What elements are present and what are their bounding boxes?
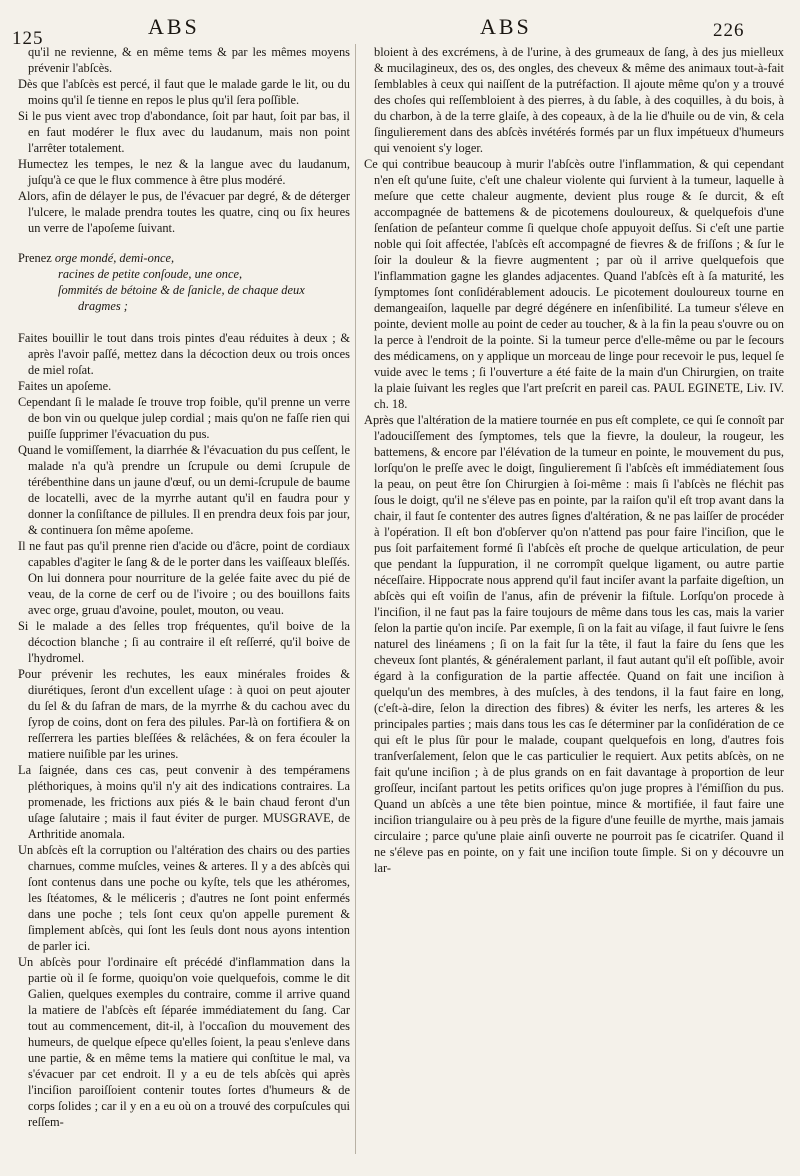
paragraph: qu'il ne revienne, & en même tems & par les mêmes moyens prévenir l'abſcès. <box>28 45 350 75</box>
paragraph: Alors, afin de délayer le pus, de l'évacuer par degré, & de déterger l'ulcere, le malade prendra toutes les quatre, cinq ou ſix heures un verre de l'apoſeme ſuivant. <box>18 189 350 235</box>
recipe-line: dragmes ; <box>78 299 128 313</box>
recipe-lead: Prenez <box>18 251 52 265</box>
paragraph: Il ne faut pas qu'il prenne rien d'acide ou d'âcre, point de cordiaux capables d'agiter le ſang & de le porter dans les vaiſſeaux bleſſés. On lui donnera pour nourriture de la gelée faite avec du pié de veau, de la corne de cerf ou de l'ivoire ; ou des bouillons faits avec orge, gruau d'avoine, poulet, mouton, ou veau. <box>18 539 350 617</box>
paragraph: Cependant ſi le malade ſe trouve trop foible, qu'il prenne un verre de bon vin ou quelque julep cordial ; mais qu'on ne faſſe rien qui puiſſe ſupprimer l'évacuation du pus. <box>18 395 350 441</box>
running-header <box>0 6 800 49</box>
paragraph: Faites un apoſeme. <box>18 379 112 393</box>
paragraph: La ſaignée, dans ces cas, peut convenir à des tempéramens pléthoriques, à moins qu'il n'y ait des indications contraires. La promenade, les frictions aux piés & le bain chaud feront d'un uſage ſalutaire ; mais il faut éviter de purger. MUSGRAVE, de Arthritide anomala. <box>18 763 350 841</box>
left-paragraphs-top <box>18 44 350 236</box>
left-column <box>18 44 350 1130</box>
recipe-ingredient: orge mondé, demi-once, <box>54 251 175 265</box>
paragraph: Quand le vomiſſement, la diarrhée & l'évacuation du pus ceſſent, le malade n'a qu'à prendre un ſcrupule ou demi ſcrupule de térébenthine dans un jaune d'œuf, ou un demi-ſcrupule de baume de locatelli, avec de la myrrhe autant qu'il en faudra pour y donner la conſiſtance de pillules. Il en prendra deux fois par jour, & continuera ſon même apoſeme. <box>18 443 350 537</box>
right-paragraphs <box>364 44 784 876</box>
left-paragraphs-bottom <box>18 330 350 1130</box>
paragraph: Un abſcès eſt la corruption ou l'altération des chairs ou des parties charnues, comme muſcles, veines & arteres. Il y a des abſcès qui ſont contenus dans une poche ou kyſte, tels que les athéromes, les ſtéatomes, & le méliceris ; d'autres ne ſont point enfermés dans une poche ; tels ſont ceux qu'on appelle purement & ſimplement abſcès, qui ſont les ſeuls dont nous ayons intention de parler ici. <box>18 843 350 953</box>
recipe-line <box>18 250 350 266</box>
paragraph: Si le malade a des ſelles trop fréquentes, qu'il boive de la décoction blanche ; ſi au contraire il eſt reſſerré, qu'il boive de l'hydromel. <box>18 619 350 665</box>
paragraph: Dès que l'abſcès est percé, il faut que le malade garde le lit, ou du moins qu'il ſe tienne en repos le plus qu'il ſera poſſible. <box>18 77 350 107</box>
paragraph: Un abſcès pour l'ordinaire eſt précédé d'inflammation dans la partie où il ſe forme, quoiqu'on voie quelquefois, comme le dit Galien, quelques exemples du contraire, comme il arrive quand la matiere de l'abſcès eſt ſéparée immédiatement du ſang. Car tout au commencement, dit-il, à l'occaſion du mouvement des humeurs, de quelque eſpece qu'elles ſoient, la peau s'enleve dans une partie, & en même tems la matiere qui conſtitue le mal, va s'évacuer par cet endroit. Il y a eu de tels abſcès qui après l'inciſion paroiſſoient contenir toutes ſortes d'humeurs & de corps ſolides ; car il y en a eu où on a trouvé des corpuſcules qui reſſem- <box>18 955 350 1129</box>
right-column <box>364 44 784 876</box>
column-divider <box>355 44 356 1154</box>
paragraph: Si le pus vient avec trop d'abondance, ſoit par haut, ſoit par bas, il en faut modérer le flux avec du laudanum, mais non point l'arrêter totalement. <box>18 109 350 155</box>
paragraph: bloient à des excrémens, à de l'urine, à des grumeaux de ſang, à des jus mielleux & mucilagineux, des os, des ongles, des cheveux & même des animaux tout-à-fait ſemblables à ceux qui naiſſent de la putréfaction. Il ajoute même qu'on y a trouvé des choſes qui reſſembloient à des pierres, à du ſable, à des coquilles, à du bois, à du charbon, à de la terre glaiſe, à des copeaux, à de la lie d'huile ou de vin, & cela ſingulierement dans des abſcès invétérés formés par un flux impétueux d'humeurs qui venoient s'y loger. <box>374 45 784 155</box>
paragraph: Humectez les tempes, le nez & la langue avec du laudanum, juſqu'à ce que le flux commence à être plus modéré. <box>18 157 350 187</box>
recipe-line: ſommités de bétoine & de ſanicle, de chaque deux <box>58 283 305 297</box>
running-head-right: ABS <box>480 14 532 39</box>
recipe-line: racines de petite conſoude, une once, <box>58 267 243 281</box>
paragraph: Ce qui contribue beaucoup à murir l'abſcès outre l'inflammation, & qui cependant n'en eſt qu'une ſuite, c'eſt une chaleur violente qui ſurvient à la tumeur, laquelle à meſure que cette chaleur augmente, devient plus rouge & ſe durcit, & eſt accompagnée de battemens & de picotemens douloureux, & quelquefois d'une ſenſation de peſanteur comme ſi quelque choſe appuyoit deſſus. Si c'eſt une partie noble qui ſoit affectée, l'abſcès eſt accompagné de fievres & de friſſons ; & ſur le ſoir la douleur & la fievre augmentent ; par où il arrive quelquefois que l'inflammation gagne les glandes adjacentes. Quand l'abſcès eſt à ſa maturité, les ſymptomes ſont conſidérablement adoucis. Le picotement douloureux tourne en demangeaiſon, laquelle par degré dégénere en inſenſibilité. La tumeur s'éleve en pointe, devient molle au point de ceder au toucher, & à la fin la peau s'ouvre ou on la perce à l'endroit de la pointe. Si la tumeur perce d'elle-même ou par le ſecours des médicamens, on y applique un morceau de linge pour recevoir le pus, lequel ſe vuide avec le tems ; ſi l'ouverture a été faite de la main d'un Chirurgien, on traite la plaie ſuivant les regles que l'art preſcrit en pareil cas. PAUL EGINETE, Liv. IV. ch. 18. <box>364 157 784 411</box>
paragraph: Pour prévenir les rechutes, les eaux minérales froides & diurétiques, ſeront d'un excellent uſage : à quoi on peut ajouter du ſel & du ſafran de mars, de la myrrhe & du cachou avec du ſyrop de coins, dont on fera des pilules. Par-là on fortifiera & on reſſerrera les parties bleſſées & relâchées, & on fera écouler la matiere nuiſible par les urines. <box>18 667 350 761</box>
paragraph: Faites bouillir le tout dans trois pintes d'eau réduites à deux ; & après l'avoir paſſé, mettez dans la décoction deux ou trois onces de miel roſat. <box>18 331 350 377</box>
page-number-right: 226 <box>713 20 745 41</box>
recipe-block <box>18 250 350 314</box>
paragraph: Après que l'altération de la matiere tournée en pus eſt complete, ce qui ſe connoît par l'adouciſſement des ſymptomes, tels que la fievre, la douleur, la rougeur, les battemens, & encore par l'élévation de la tumeur en pointe, le mouvement du pus, lorſqu'on le preſſe avec le doigt, ſingulierement ſi l'abſcès eſt immédiatement ſous la peau, on peut être ſon Chirurgien à ſoi-même : mais ſi l'abſcès ne fléchit pas ſous le doigt, qu'il ne s'éleve pas en pointe, par la raiſon qu'il eſt trop avant dans la chair, il faut ſe contenter des autres ſignes d'altération, & ne pas laiſſer de procéder à l'opération. Il eſt bon d'obſerver qu'on n'attend pas pour faire l'inciſion, que le pus ſoit parfaitement formé ſi l'abſcès eſt proche de quelque articulation, de peur que pendant la ſuppuration, il ne corrompît quelque ligament, ou autre partie néceſſaire. Hippocrate nous apprend qu'il faut inciſer avant la parfaite digeſtion, un abſcès qui eſt voiſin de l'anus, afin de prévenir la fiſtule. Lorſqu'on procede à l'inciſion, il ne faut pas la faire toujours de même dans tous les cas, mais la varier ſelon la partie qu'on inciſe. Par exemple, ſi on la fait au viſage, il faut ſuivre le ſens naturel des linéamens ; ſi on la fait ſur la tête, il faut la faire du ſens que les cheveux ſont plantés, & généralement parlant, il faut autant qu'il eſt poſſible, avoir égard à la configuration de la partie affectée. Quand on fait une inciſion à quelqu'un des membres, à des muſcles, à des tendons, il la faut faire en long, (c'eſt-à-dire, ſelon la direction des fibres) & éviter les nerfs, les arteres & les principales parties ; mais dans tous les cas ſe déterminer par la conſidération de ce qui eſt le plus ſûr pour le malade, coupant quelquefois en long, d'autres fois tranſverſalement, ſelon que le cas particulier le requiert. Aux petits abſcès, on ne fait qu'une inciſion ; à de plus grands on en fait davantage à proportion de leur groſſeur, inciſant partout les petits orifices qu'on juge propres à l'émiſſion du pus. Quand un abſcès a une tête bien pointue, mince & mortifiée, il faut faire une inciſion triangulaire ou à peu près de la figure d'une feuille de myrthe, mais jamais circulaire ; parce qu'une plaie ainſi ouverte ne pourroit pas ſe cicatriſer. Quand il ne s'éleve pas en pointe, on y fait une inciſion toute ſimple. Si on y découvre un lar- <box>364 413 784 875</box>
page-number-left: 125 <box>12 28 44 49</box>
running-head-left: ABS <box>148 14 200 39</box>
